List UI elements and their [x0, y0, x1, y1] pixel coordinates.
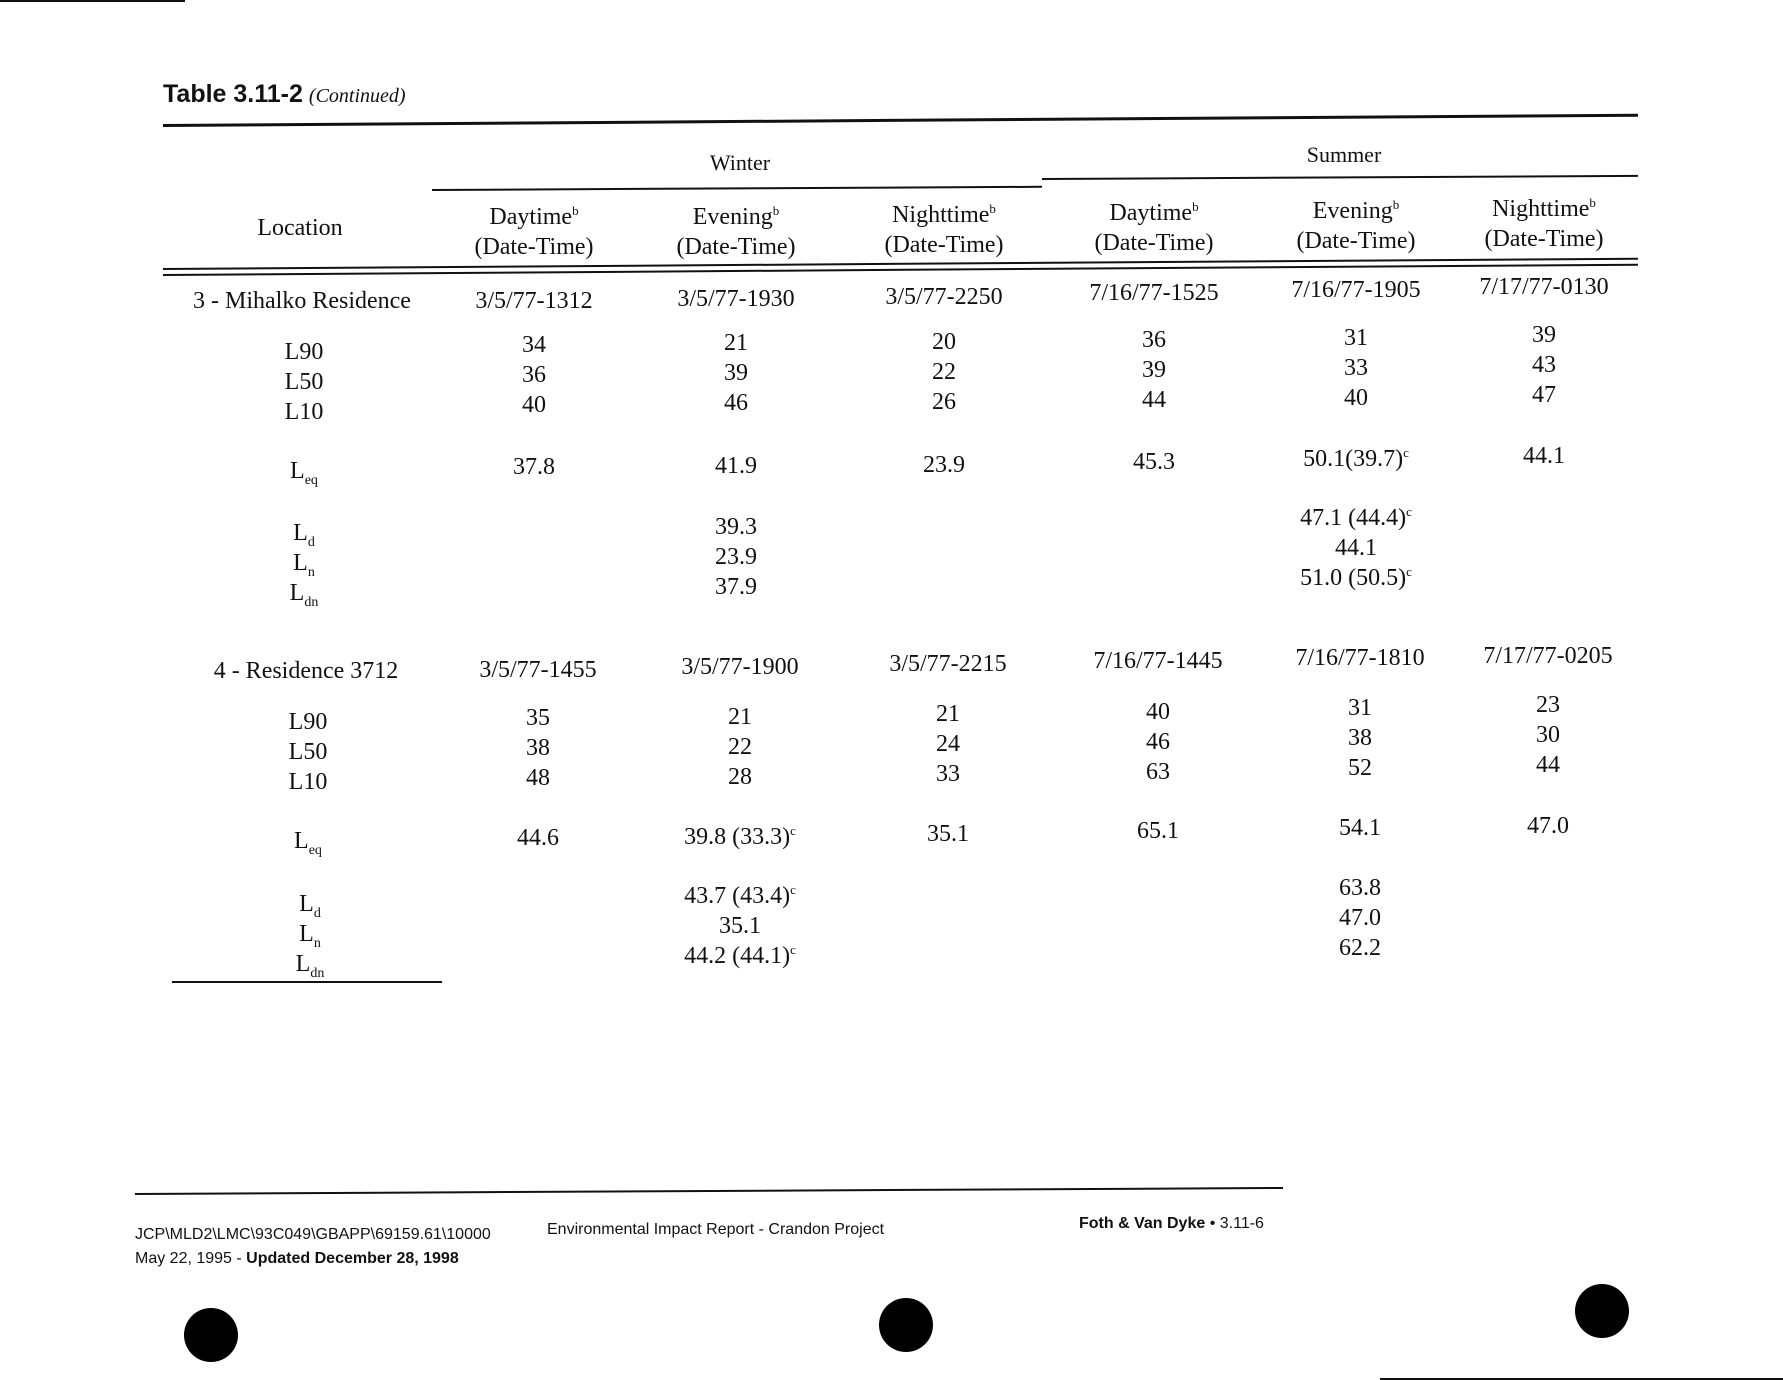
footer-file-path: JCP\MLD2\LMC\93C049\GBAPP\69159.61\10000	[135, 1226, 491, 1243]
summer-group-rule	[1042, 175, 1638, 180]
column-header-winter-daytime: Daytime$^b$ (Date-Time)	[474, 203, 594, 260]
row-label-leq: $L_{eq}$	[294, 828, 322, 858]
leq-value: 23.9	[923, 452, 965, 478]
l-stat-values: 40 46 63	[1146, 699, 1170, 785]
footer-rule	[135, 1187, 1283, 1195]
l-stat-values: 34 36 40	[522, 332, 546, 418]
table-top-rule	[163, 114, 1638, 127]
date-time-cell: 7/16/77-1810	[1295, 645, 1425, 671]
row-label-leq: $L_{eq}$	[290, 458, 318, 488]
day-night-levels-summer: 47.1 $(44.4)^c$ 44.1 51.0 $(50.5)^c$	[1300, 504, 1412, 591]
row-label-ln: $L_n$	[293, 550, 315, 580]
leq-value: 47.0	[1527, 813, 1569, 839]
leq-value: 45.3	[1133, 449, 1175, 475]
row-label-l50: L50	[288, 739, 328, 765]
leq-value: 44.6	[517, 825, 559, 851]
group-header-winter: Winter	[709, 150, 771, 175]
l-stat-values: 21 22 28	[728, 704, 752, 790]
column-header-summer-nighttime: Nighttime$^b$ (Date-Time)	[1484, 195, 1604, 252]
l-stat-values: 35 38 48	[526, 705, 550, 791]
l-stat-values: 31 33 40	[1344, 325, 1368, 411]
l-stat-values: 23 30 44	[1536, 692, 1560, 778]
leq-value: 54.1	[1339, 815, 1381, 841]
date-time-cell: 3/5/77-2215	[889, 651, 1007, 677]
row-label-ldn: $L_{dn}$	[295, 951, 325, 981]
date-time-cell: 7/17/77-0205	[1483, 643, 1613, 669]
date-time-cell: 3/5/77-2250	[885, 284, 1003, 310]
leq-value: 41.9	[715, 453, 757, 479]
binder-hole-right	[1575, 1284, 1629, 1338]
row-label-ldn: $L_{dn}$	[289, 580, 319, 610]
date-time-cell: 7/16/77-1445	[1093, 648, 1223, 674]
leq-value: 39.8 $(33.3)^c$	[684, 823, 796, 850]
leq-value: 35.1	[927, 821, 969, 847]
leq-value: 44.1	[1523, 443, 1565, 469]
column-header-summer-daytime: Daytime$^b$ (Date-Time)	[1094, 199, 1214, 256]
column-header-location: Location	[257, 215, 343, 241]
row-label-l90: L90	[288, 709, 328, 735]
row-label-l10: L10	[284, 399, 324, 425]
row-label-l10: L10	[288, 769, 328, 795]
binder-hole-center	[879, 1298, 933, 1352]
footer-date-line: May 22, 1995 - Updated December 28, 1998	[135, 1250, 459, 1267]
l-stat-values: 21 24 33	[936, 701, 960, 787]
day-night-levels-winter: 43.7 $(43.4)^c$ 35.1 44.2 $(44.1)^c$	[684, 882, 796, 969]
leq-value: 37.8	[513, 454, 555, 480]
date-time-cell: 3/5/77-1455	[479, 657, 597, 683]
date-time-cell: 3/5/77-1312	[475, 288, 593, 314]
scan-edge-line	[0, 0, 185, 2]
winter-group-rule	[432, 186, 1042, 191]
table-title	[163, 80, 406, 109]
binder-hole-left	[184, 1308, 238, 1362]
row-label-l50: L50	[284, 369, 324, 395]
row-label-ld: $L_d$	[293, 520, 315, 550]
date-time-cell: 3/5/77-1900	[681, 654, 799, 680]
date-time-cell: 7/16/77-1525	[1089, 280, 1219, 306]
leq-value: 65.1	[1137, 818, 1179, 844]
column-header-winter-nighttime: Nighttime$^b$ (Date-Time)	[884, 201, 1004, 258]
l-stat-values: 21 39 46	[724, 330, 748, 416]
location-name: 4 - Residence 3712	[213, 658, 399, 684]
day-night-levels-winter: 39.3 23.9 37.9	[715, 514, 757, 600]
l-stat-values: 39 43 47	[1532, 322, 1556, 408]
date-time-cell: 3/5/77-1930	[677, 286, 795, 312]
row-label-ln: $L_n$	[299, 921, 321, 951]
footer-company-page: Foth & Van Dyke • 3.11-6	[1079, 1215, 1264, 1232]
table-title-continued: (Continued)	[308, 85, 406, 107]
l-stat-values: 31 38 52	[1348, 695, 1372, 781]
l-stat-values: 20 22 26	[932, 329, 956, 415]
table-title-main: Table 3.11-2	[163, 80, 303, 108]
column-header-summer-evening: Evening$^b$ (Date-Time)	[1296, 197, 1416, 254]
column-header-winter-evening: Evening$^b$ (Date-Time)	[676, 203, 796, 260]
l-stat-values: 36 39 44	[1142, 327, 1166, 413]
date-time-cell: 7/17/77-0130	[1479, 274, 1609, 300]
location-name: 3 - Mihalko Residence	[193, 288, 411, 314]
row-label-l90: L90	[284, 339, 324, 365]
day-night-levels-summer: 63.8 47.0 62.2	[1339, 875, 1381, 961]
table-end-rule	[172, 981, 442, 983]
group-header-summer: Summer	[1306, 142, 1382, 167]
row-label-ld: $L_d$	[299, 891, 321, 921]
footer-report-title: Environmental Impact Report - Crandon Project	[547, 1221, 885, 1238]
leq-value: $50.1(39.7)^c$	[1303, 445, 1409, 472]
date-time-cell: 7/16/77-1905	[1291, 277, 1421, 303]
